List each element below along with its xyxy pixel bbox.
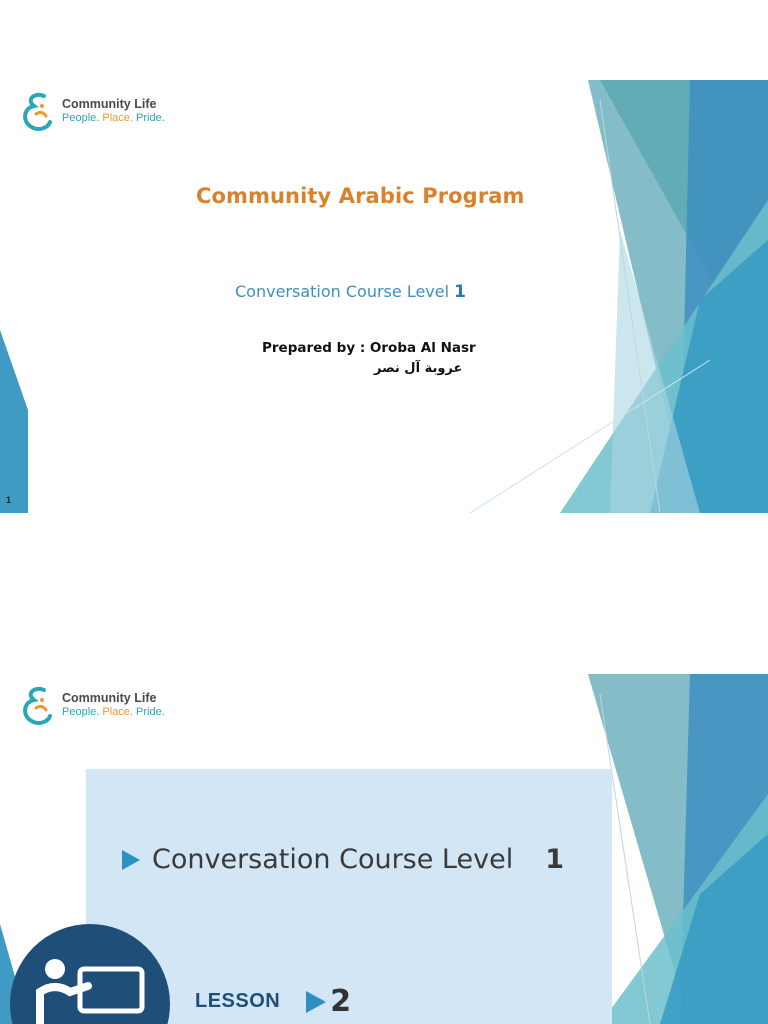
tagline-place: Place. xyxy=(102,111,133,124)
program-title: Community Arabic Program xyxy=(196,184,525,208)
slide-1 xyxy=(0,80,768,513)
community-life-logo-icon xyxy=(20,684,54,726)
course-subtitle-text: Conversation Course Level xyxy=(235,282,450,301)
logo-name: Community Life xyxy=(62,97,157,112)
lesson-row xyxy=(195,984,351,1019)
logo-name: Community Life xyxy=(62,691,157,706)
deco-shape xyxy=(0,330,28,513)
course-heading-text: Conversation Course Level xyxy=(152,844,514,875)
logo-tagline xyxy=(62,112,165,125)
tagline-pride: Pride. xyxy=(136,111,165,124)
prepared-by: Prepared by : Oroba Al Nasr xyxy=(262,340,476,356)
community-life-logo-icon xyxy=(20,90,54,132)
course-heading-level: 1 xyxy=(545,844,565,875)
arabic-author-name: عروبة آل نصر xyxy=(374,361,463,376)
tagline-pride: Pride. xyxy=(136,705,165,718)
community-life-logo xyxy=(20,90,165,132)
tagline-people: People. xyxy=(62,111,100,124)
bullet-arrow-icon xyxy=(122,850,140,870)
community-life-logo xyxy=(20,684,165,726)
logo-tagline xyxy=(62,706,165,719)
course-heading xyxy=(122,844,564,875)
slide-2 xyxy=(0,674,768,1024)
lesson-number: 2 xyxy=(330,984,352,1019)
course-subtitle xyxy=(235,282,466,302)
tagline-people: People. xyxy=(62,705,100,718)
tagline-place: Place. xyxy=(102,705,133,718)
slide-page-number: 1 xyxy=(6,495,12,505)
course-subtitle-level: 1 xyxy=(454,282,466,302)
lesson-label: LESSON xyxy=(195,990,281,1012)
teacher-board-icon xyxy=(10,924,170,1024)
bullet-arrow-icon xyxy=(306,991,326,1013)
